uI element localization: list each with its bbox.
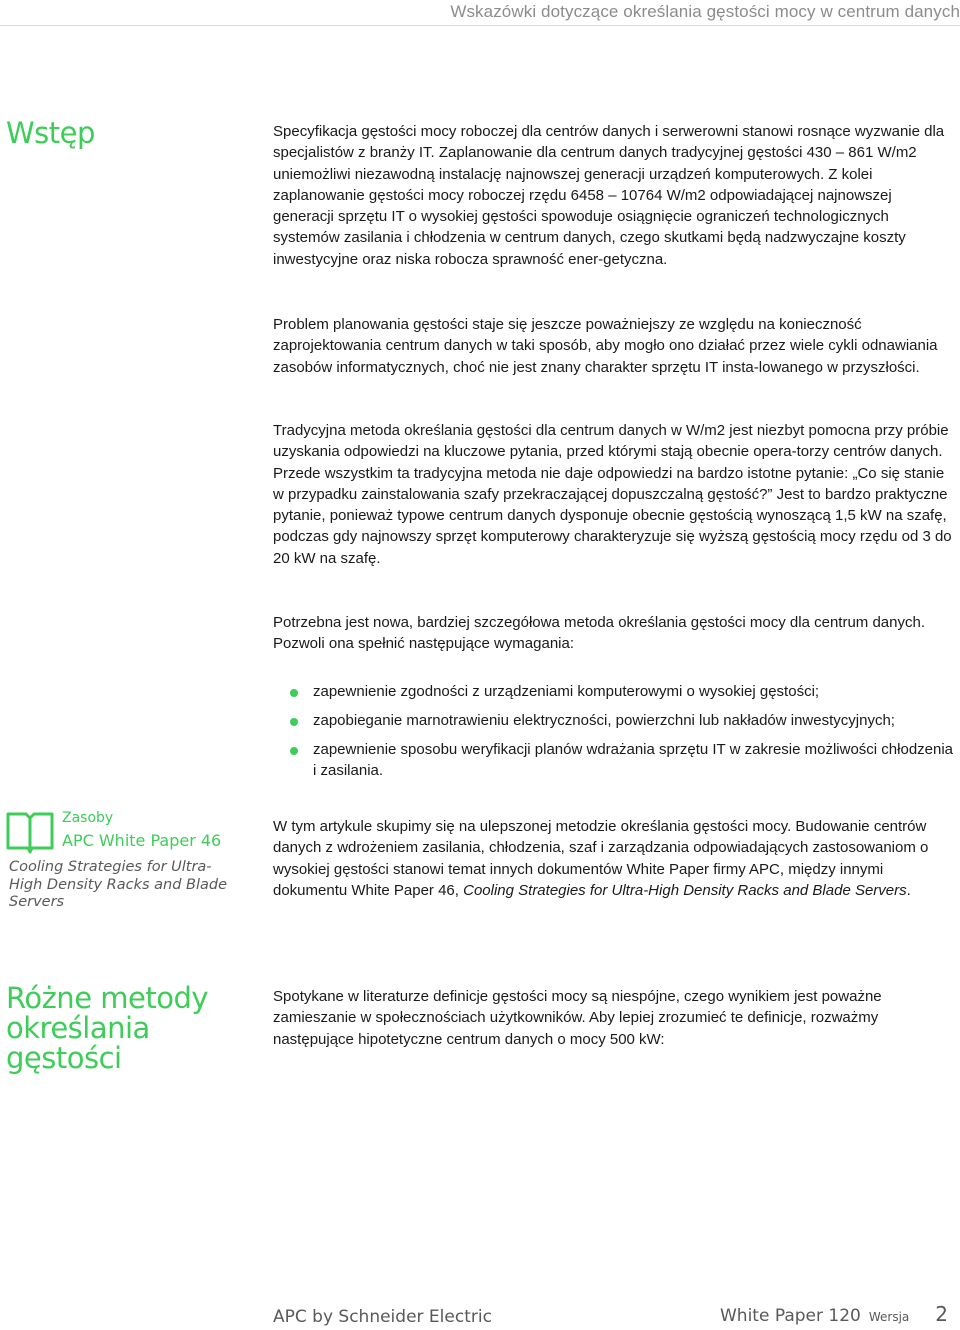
methods-paragraph	[273, 986, 955, 1050]
section-heading-intro: Wstęp	[6, 116, 95, 150]
paragraph-text: Potrzebna jest nowa, bardziej szczegółowa metoda określania gęstości mocy dla centrum danych. Pozwoli ona spełnić następujące wymagania:	[273, 614, 926, 653]
list-item	[273, 740, 960, 781]
page-number: 2	[935, 1302, 948, 1326]
heading-line: Różne metody	[6, 981, 209, 1015]
list-item	[273, 711, 960, 732]
footer-version-label: Wersja	[868, 1310, 910, 1324]
intro-paragraph-2	[273, 314, 955, 378]
paragraph-text: Problem planowania gęstości staje się jeszcze poważniejszy ze względu na konieczność zaprojektowania centrum danych w taki sposób, aby mogło ono działać przez wiele cykli odnawiania zasobów informatycznych, choć nie jest znany charakter sprzętu IT insta-lowanego w przyszłości.	[273, 316, 938, 376]
heading-line: określania	[6, 1011, 150, 1045]
paragraph-text: Tradycyjna metoda określania gęstości dla centrum danych w W/m2 jest niezbyt pomocna przy próbie uzyskania odpowiedzi na kluczowe pytania, przed którymi stają obecnie opera-torzy centrów danych. Przede wszystkim ta tradycyjna metoda nie daje odpowiedzi na bardzo istotne pytanie: „Co się stanie w przypadku zainstalowania szafy przekraczającej dopuszczalną gęstość?” Jest to bardzo praktyczne pytanie, ponieważ typowe centrum danych dysponuje obecnie gęstością wynoszącą 1,5 kW na szafę, podczas gdy najnowszy sprzęt komputerowy charakteryzuje się wyższą gęstością mocy rzędu od 3 do 20 kW na szafę.	[273, 422, 952, 567]
paragraph-text: Spotykane w literaturze definicje gęstości mocy są niespójne, czego wynikiem jest poważne zamieszanie w społecznościach użytkowników. Aby lepiej zrozumieć te definicje, rozważmy następujące hipotetyczne centrum danych o mocy 500 kW:	[273, 988, 882, 1048]
header-title: Wskazówki dotyczące określania gęstości mocy w centrum danych	[450, 2, 960, 21]
requirements-list	[273, 682, 960, 790]
article-text-after: .	[906, 881, 911, 899]
footer-brand: APC by Schneider Electric	[273, 1307, 492, 1327]
bullet-icon	[290, 747, 298, 755]
article-paragraph	[273, 816, 955, 901]
bullet-icon	[290, 689, 298, 697]
intro-paragraph-3	[273, 420, 955, 569]
section-heading-methods	[6, 983, 208, 1073]
resource-description: Cooling Strategies for Ultra-High Density Racks and Blade Servers	[9, 859, 228, 910]
list-item-text: zapewnienie zgodności z urządzeniami komputerowymi o wysokiej gęstości;	[313, 683, 820, 700]
list-item	[273, 682, 960, 703]
header-divider	[0, 25, 960, 26]
list-item-text: zapobieganie marnotrawieniu elektryczności, powierzchni lub nakładów inwestycyjnych;	[313, 712, 895, 729]
paragraph-text: Specyfikacja gęstości mocy roboczej dla centrów danych i serwerowni stanowi rosnące wyzwanie dla specjalistów z branży IT. Zaplanowanie dla centrum danych tradycyjnej gęstości 430 – 861 W/m2 uniemożliwi niezawodną instalację najnowszej generacji urządzeń komputerowych. Z kolei zaplanowanie gęstości mocy roboczej rzędu 6458 – 10764 W/m2 odpowiadającej najnowszej generacji sprzętu IT o wysokiej gęstości spowoduje osiągnięcie ograniczeń technologicznych systemów zasilania i chłodzenia w centrum danych, czego skutkami będą nadzwyczajne koszty inwestycyjne oraz niska robocza sprawność ener-getyczna.	[273, 123, 945, 268]
footer-meta	[720, 1302, 948, 1330]
bullet-icon	[290, 718, 298, 726]
intro-paragraph-4	[273, 612, 955, 655]
resource-link[interactable]: APC White Paper 46	[62, 831, 222, 850]
intro-paragraph-1	[273, 121, 955, 270]
book-icon	[6, 810, 54, 854]
footer-white-paper: White Paper 120	[720, 1306, 861, 1326]
paragraph-text	[273, 816, 955, 901]
article-italic-title: Cooling Strategies for Ultra-High Density Racks and Blade Servers	[463, 881, 907, 899]
article-text-before: W tym artykule skupimy się na ulepszonej metodzie określania gęstości mocy. Budowanie centrów danych z wdrożeniem zasilania, chłodzenia, szaf i zarządzania odpowiadających zastosowaniom o wysokiej gęstości stanowi temat innych dokumentów White Paper firmy APC, między innymi dokumentu White Paper 46,	[273, 818, 929, 899]
heading-line: gęstości	[6, 1041, 122, 1075]
resource-label: Zasoby	[62, 810, 114, 826]
list-item-text: zapewnienie sposobu weryfikacji planów wdrażania sprzętu IT w zakresie możliwości chłodzenia i zasilania.	[313, 741, 954, 779]
